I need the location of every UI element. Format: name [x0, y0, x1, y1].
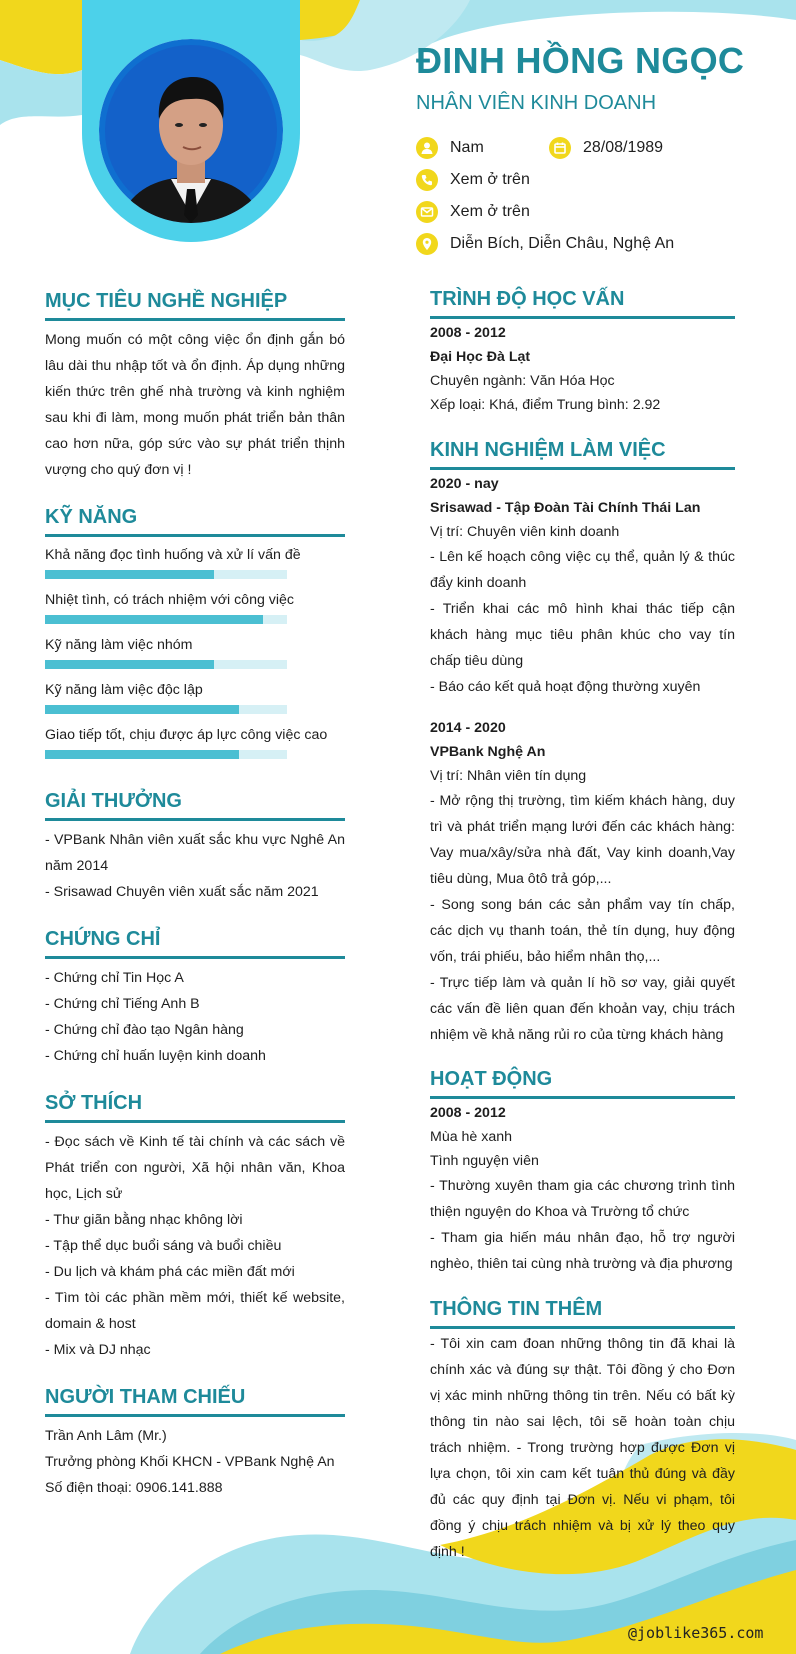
- job-detail: - Mở rộng thị trường, tìm kiếm khách hàng, duy trì và phát triển mạng lưới đến các khách hàng: Vay mua/xây/sửa nhà đất, Vay kinh doanh,Vay tiêu dùng, Mua ôtô trả góp,...: [430, 793, 735, 887]
- person-icon: [416, 137, 438, 159]
- experience-title: KINH NGHIỆM LÀM VIỆC: [430, 437, 735, 470]
- list-item: - Chứng chỉ Tiếng Anh B: [45, 996, 200, 1012]
- job-entry: [430, 472, 735, 700]
- activities-body: [430, 1101, 735, 1277]
- references-title: NGƯỜI THAM CHIẾU: [45, 1384, 345, 1417]
- additional-title: THÔNG TIN THÊM: [430, 1296, 735, 1329]
- job-position: Vị trí: Nhân viên tín dụng: [430, 768, 587, 784]
- list-item: - Chứng chỉ đào tạo Ngân hàng: [45, 1022, 244, 1038]
- job-company: Srisawad - Tập Đoàn Tài Chính Thái Lan: [430, 500, 701, 516]
- references-section: [45, 1384, 345, 1501]
- email-value: Xem ở trên: [450, 203, 530, 220]
- job-detail: - Báo cáo kết quả hoạt động thường xuyên: [430, 679, 701, 695]
- skill-item: [45, 545, 345, 579]
- hobbies-list: [45, 1129, 345, 1363]
- phone-icon: [416, 169, 438, 191]
- objective-title: MỤC TIÊU NGHỀ NGHIỆP: [45, 288, 345, 321]
- additional-text: - Tôi xin cam đoan những thông tin đã khai là chính xác và đúng sự thật. Tôi đồng ý cho Đơn vị xác minh những thông tin trên. Nếu có bất kỳ thông tin nào sai lệch, tôi sẽ hoàn toàn chịu trách nhiệm. - Trong trường hợp được Đơn vị lựa chọn, tôi xin cam kết tuân thủ đúng và đầy đủ các quy định tại Đơn vị. Nếu vi phạm, tôi đồng ý chịu trách nhiệm và bị xử lý theo quy định !: [430, 1336, 735, 1560]
- experience-body: [430, 472, 735, 1048]
- gender-value: Nam: [450, 139, 484, 156]
- certificates-title: CHỨNG CHỈ: [45, 926, 345, 959]
- candidate-name: ĐINH HỒNG NGỌC: [416, 40, 745, 81]
- reference-phone: Số điện thoại: 0906.141.888: [45, 1480, 223, 1496]
- skill-bar-track: [45, 570, 287, 579]
- email-icon: [416, 201, 438, 223]
- activity-detail: - Tham gia hiến máu nhân đạo, hỗ trợ người nghèo, thiên tai cùng nhà trường và địa phương: [430, 1230, 735, 1272]
- activity-period: 2008 - 2012: [430, 1105, 506, 1121]
- activities-title: HOẠT ĐỘNG: [430, 1066, 735, 1099]
- job-detail: - Song song bán các sản phẩm vay tín chấp, các dịch vụ thanh toán, thẻ tín dụng, huy động vốn, trái phiếu, bảo hiểm nhân thọ,...: [430, 897, 735, 965]
- list-item: - Chứng chỉ huấn luyện kinh doanh: [45, 1048, 266, 1064]
- list-item: - Thư giãn bằng nhạc không lời: [45, 1212, 243, 1228]
- skill-bar-fill: [45, 615, 263, 624]
- birthday-value: 28/08/1989: [583, 139, 664, 156]
- skill-bar-fill: [45, 750, 239, 759]
- education-major: Chuyên ngành: Văn Hóa Học: [430, 373, 615, 389]
- activities-section: [430, 1066, 735, 1277]
- list-item: - Tìm tòi các phần mềm mới, thiết kế website, domain & host: [45, 1290, 345, 1332]
- education-section: [430, 286, 735, 417]
- activity-detail: - Thường xuyên tham gia các chương trình tình thiện nguyện do Khoa và Trường tổ chức: [430, 1178, 735, 1220]
- skill-label: Kỹ năng làm việc nhóm: [45, 637, 193, 653]
- skill-bar-track: [45, 660, 287, 669]
- list-item: - Đọc sách về Kinh tế tài chính và các sách về Phát triển con người, Xã hội nhân văn, Khoa học, Lịch sử: [45, 1134, 345, 1202]
- awards-list: [45, 827, 345, 905]
- job-detail: - Triển khai các mô hình khai thác tiếp cận khách hàng mục tiêu phân khúc cho vay tín chấp tiêu dùng: [430, 601, 735, 669]
- skill-bar-fill: [45, 570, 214, 579]
- education-body: [430, 321, 735, 417]
- certificates-list: [45, 965, 345, 1069]
- job-period: 2020 - nay: [430, 476, 499, 492]
- list-item: - Mix và DJ nhạc: [45, 1342, 151, 1358]
- skill-bar-fill: [45, 660, 214, 669]
- awards-title: GIẢI THƯỞNG: [45, 788, 345, 821]
- job-position: Vị trí: Chuyên viên kinh doanh: [430, 524, 620, 540]
- job-detail: - Trực tiếp làm và quản lí hồ sơ vay, giải quyết các vấn đề liên quan đến khoản vay, chịu trách nhiệm về khả năng rủi ro của từng khách hàng: [430, 975, 735, 1043]
- skill-item: [45, 725, 345, 759]
- list-item: - VPBank Nhân viên xuất sắc khu vực Nghê An năm 2014: [45, 832, 345, 874]
- education-school: Đại Học Đà Lạt: [430, 349, 531, 365]
- activity-role: Tình nguyện viên: [430, 1153, 539, 1169]
- education-title: TRÌNH ĐỘ HỌC VẤN: [430, 286, 735, 319]
- calendar-icon: [549, 137, 571, 159]
- skill-bar-track: [45, 750, 287, 759]
- address-value: Diễn Bích, Diễn Châu, Nghệ An: [450, 235, 675, 252]
- watermark: @joblike365.com: [628, 1624, 764, 1642]
- candidate-role: NHÂN VIÊN KINH DOANH: [416, 92, 657, 114]
- activity-name: Mùa hè xanh: [430, 1129, 513, 1145]
- certificates-section: [45, 926, 345, 1069]
- job-period: 2014 - 2020: [430, 720, 506, 736]
- skill-label: Giao tiếp tốt, chịu được áp lực công việc cao: [45, 727, 328, 743]
- birthday-row: [549, 134, 663, 162]
- address-row: [416, 230, 674, 258]
- skill-item: [45, 590, 345, 624]
- skill-label: Khả năng đọc tình huống và xử lí vấn đề: [45, 547, 301, 563]
- reference-name: Trần Anh Lâm (Mr.): [45, 1428, 167, 1444]
- list-item: - Srisawad Chuyên viên xuất sắc năm 2021: [45, 884, 319, 900]
- gender-row: [416, 134, 484, 162]
- skills-title: KỸ NĂNG: [45, 504, 345, 537]
- phone-value: Xem ở trên: [450, 171, 530, 188]
- education-grade: Xếp loại: Khá, điểm Trung bình: 2.92: [430, 397, 661, 413]
- skill-item: [45, 635, 345, 669]
- objective-section: [45, 288, 345, 483]
- skill-item: [45, 680, 345, 714]
- skills-list: [45, 545, 345, 759]
- phone-row: [416, 166, 530, 194]
- education-period: 2008 - 2012: [430, 325, 506, 341]
- skill-bar-track: [45, 615, 287, 624]
- objective-text: Mong muốn có một công việc ổn định gắn bó lâu dài thu nhập tốt và ổn định. Áp dụng những kiến thức trên ghế nhà trường và kinh nghiệm sau khi đi làm, mong muốn phát triển bản thân cao hơn nữa, góp sức vào sự phát triển thịnh vượng cho quý đơn vị !: [45, 332, 345, 478]
- list-item: - Du lịch và khám phá các miền đất mới: [45, 1264, 295, 1280]
- profile-photo: [99, 39, 283, 223]
- skill-bar-fill: [45, 705, 239, 714]
- job-company: VPBank Nghệ An: [430, 744, 546, 760]
- skill-bar-track: [45, 705, 287, 714]
- job-entry: [430, 716, 735, 1048]
- location-pin-icon: [416, 233, 438, 255]
- skills-section: [45, 504, 345, 770]
- hobbies-title: SỞ THÍCH: [45, 1090, 345, 1123]
- reference-position: Trưởng phòng Khối KHCN - VPBank Nghệ An: [45, 1454, 335, 1470]
- additional-section: [430, 1296, 735, 1565]
- skill-label: Kỹ năng làm việc độc lập: [45, 682, 203, 698]
- skill-label: Nhiệt tình, có trách nhiệm với công việc: [45, 592, 295, 608]
- hobbies-section: [45, 1090, 345, 1363]
- awards-section: [45, 788, 345, 905]
- list-item: - Tập thể dục buổi sáng và buổi chiều: [45, 1238, 282, 1254]
- job-detail: - Lên kế hoạch công việc cụ thể, quản lý & thúc đẩy kinh doanh: [430, 549, 735, 591]
- email-row: [416, 198, 530, 226]
- list-item: - Chứng chỉ Tin Học A: [45, 970, 184, 986]
- references-list: [45, 1423, 345, 1501]
- experience-section: [430, 437, 735, 1048]
